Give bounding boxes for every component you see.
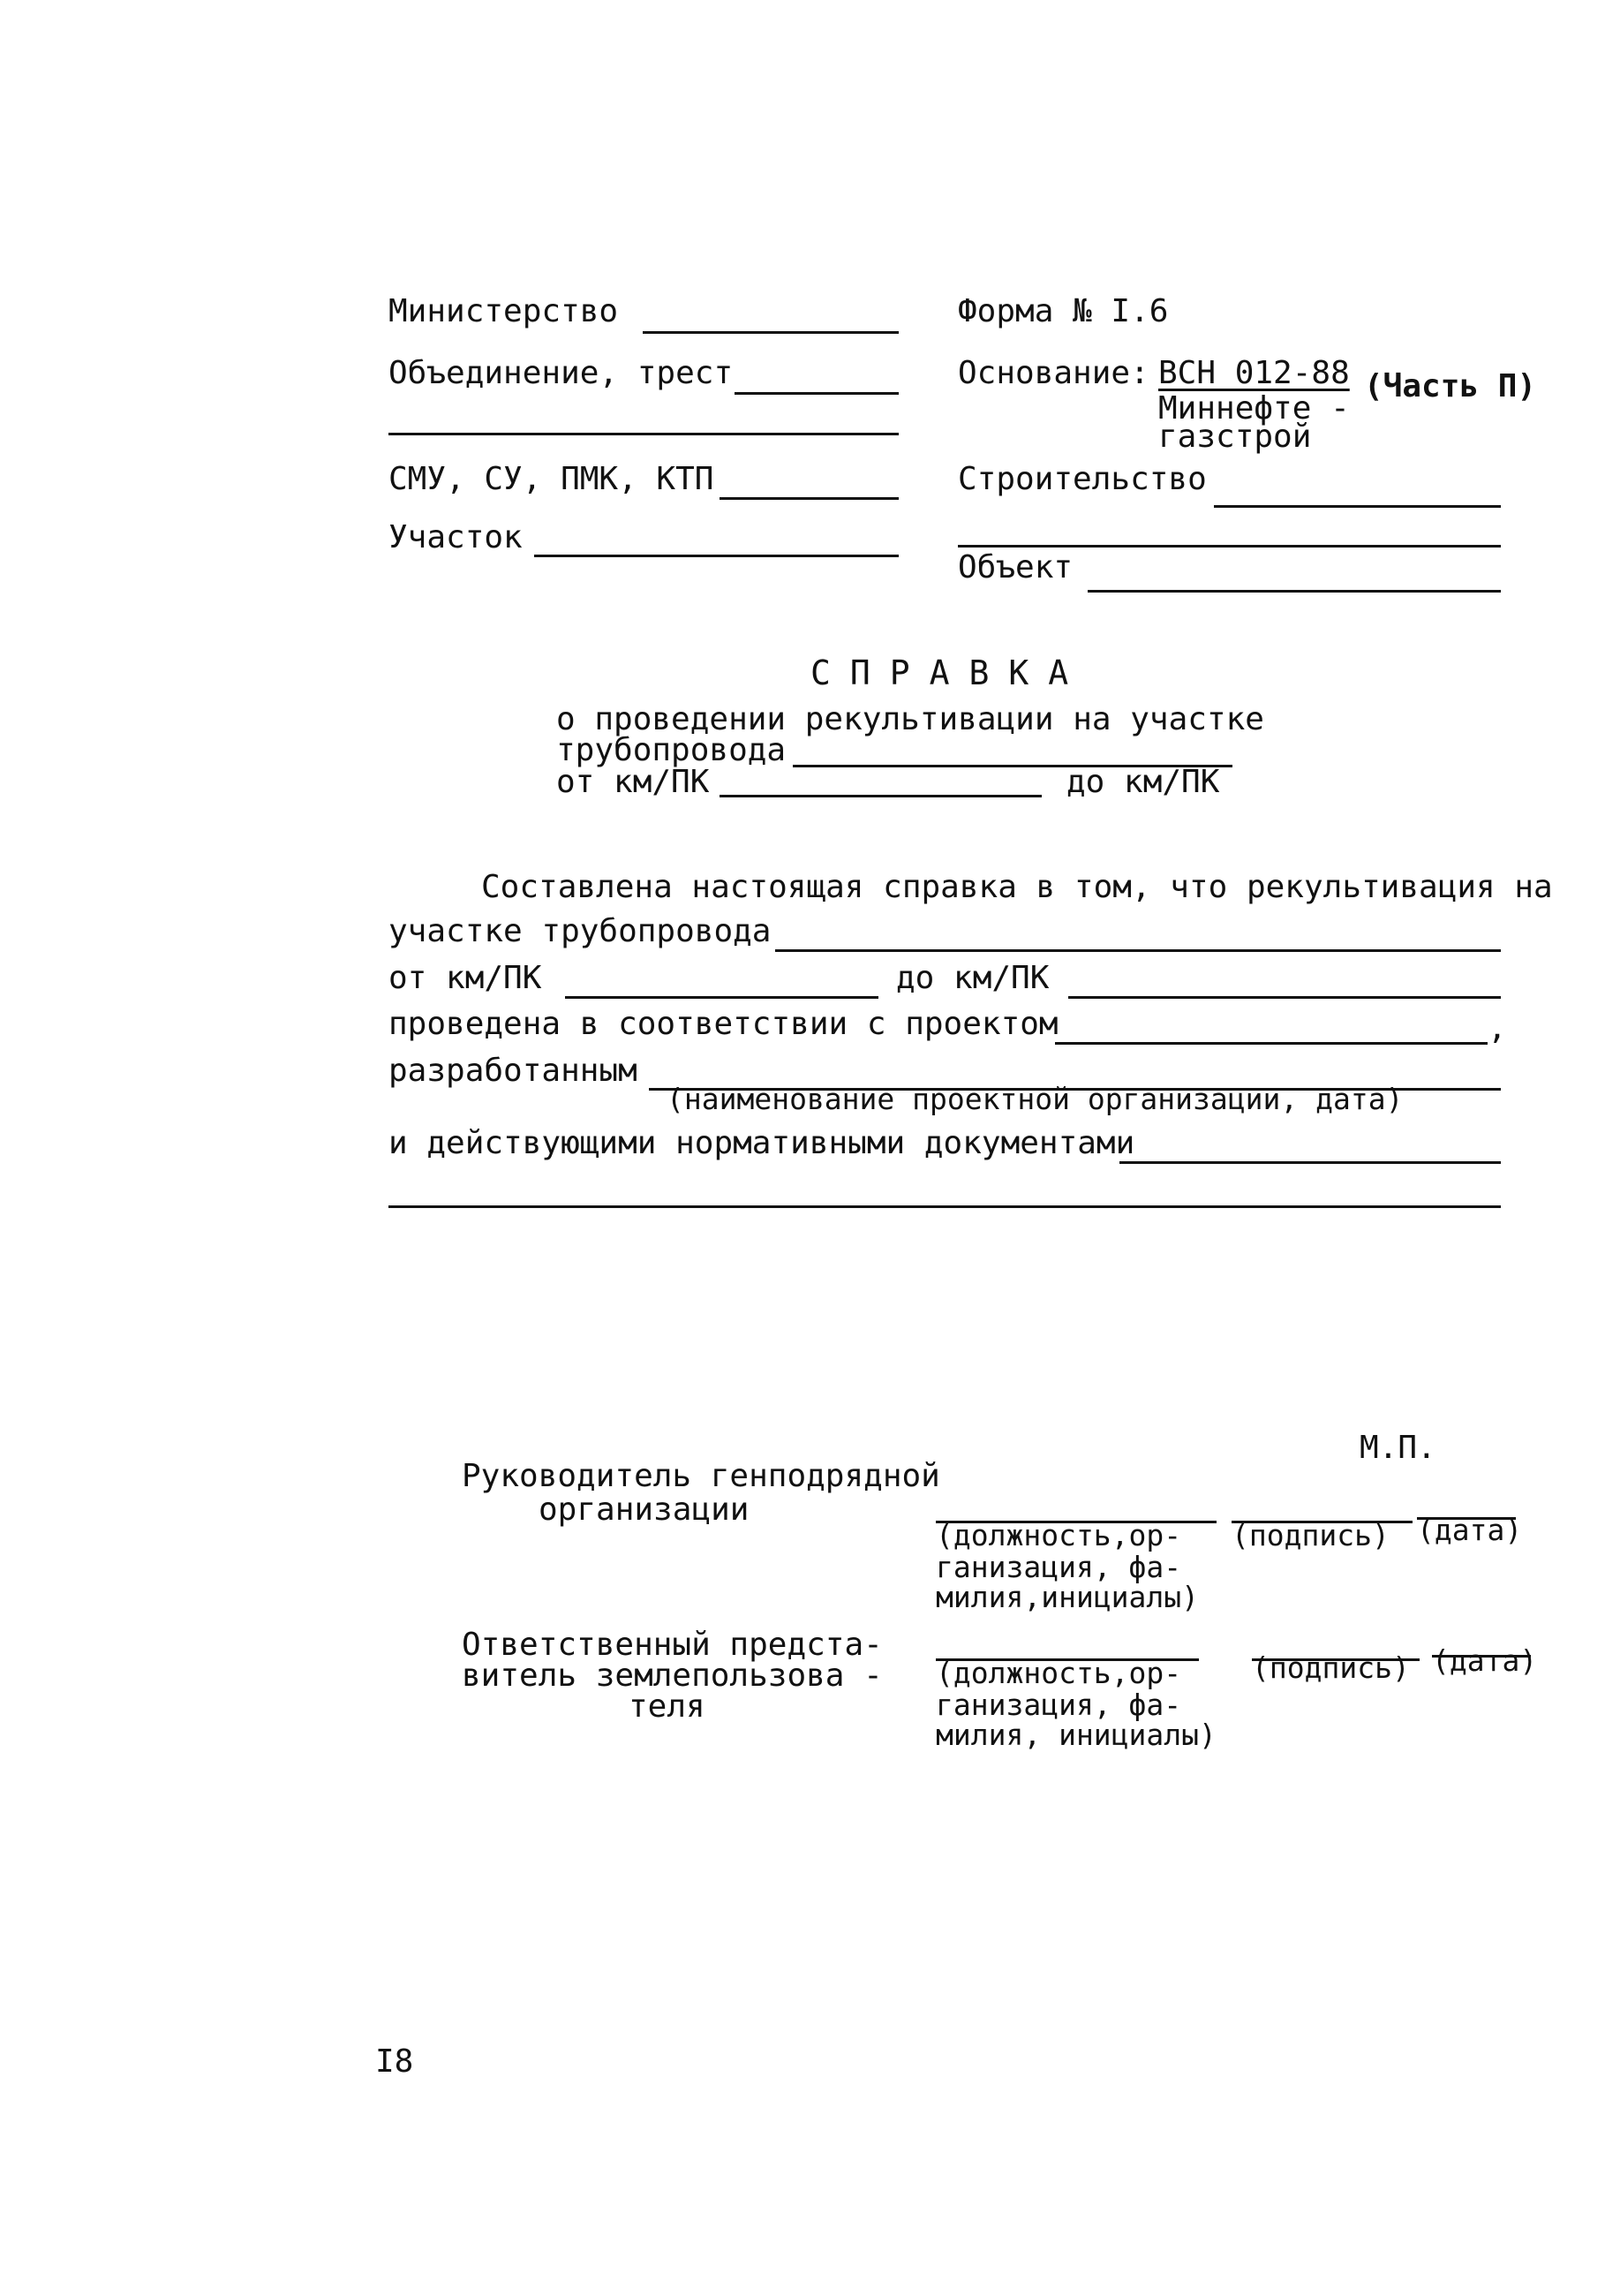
developer-caption: (наименование проектной организации, дата): [667, 1082, 1404, 1116]
signature-caption: (подпись): [1232, 1518, 1390, 1552]
date2-caption: (дата): [1432, 1643, 1538, 1678]
document-title: СПРАВКА: [810, 653, 1089, 692]
signature2-caption: (подпись): [1252, 1650, 1410, 1685]
object-label: Объект: [958, 549, 1074, 585]
normative-docs-field[interactable]: [1119, 1161, 1501, 1164]
form-number: Форма № I.6: [958, 293, 1169, 329]
contractor-head-line2: организации: [539, 1492, 750, 1528]
title-subject-line1: о проведении рекультивации на участке: [556, 701, 1264, 737]
project-field[interactable]: [1055, 1042, 1488, 1045]
developed-by-label: разработанным: [388, 1053, 637, 1089]
land-user-rep-line3: теля: [629, 1688, 705, 1725]
section-label: Участок: [388, 519, 523, 555]
construction-field-line2[interactable]: [958, 545, 1501, 548]
association-field[interactable]: [735, 392, 899, 395]
title-to-label: до км/ПК: [1066, 764, 1220, 800]
title-from-label: от км/ПК: [556, 764, 710, 800]
position2-caption-line2: ганизация, фа-: [936, 1688, 1182, 1722]
position-caption-line2: ганизация, фа-: [936, 1550, 1182, 1584]
body-from-label: от км/ПК: [388, 960, 542, 996]
basis-organization-line2: газстрой: [1158, 419, 1312, 455]
association-label: Объединение, трест: [388, 355, 734, 391]
normative-docs-label: и действующими нормативными документами: [388, 1125, 1135, 1161]
body-paragraph-line1: Составлена настоящая справка в том, что рекультивация на: [481, 869, 1553, 905]
section-field[interactable]: [534, 555, 899, 557]
basis-part: (Часть П): [1364, 368, 1537, 404]
basis-document: ВСН 012-88: [1158, 355, 1350, 391]
project-comma: ,: [1488, 1010, 1507, 1046]
contractor-head-line1: Руководитель генподрядной: [462, 1458, 940, 1494]
construction-field[interactable]: [1214, 505, 1501, 508]
title-from-field[interactable]: [720, 795, 1042, 797]
position2-caption-line1: (должность,ор-: [936, 1656, 1182, 1690]
project-label: проведена в соответствии с проектом: [388, 1006, 1059, 1042]
association-field-line2[interactable]: [388, 433, 899, 435]
units-field[interactable]: [720, 497, 899, 500]
body-to-label: до км/ПК: [896, 960, 1050, 996]
position2-caption-line3: милия, инициалы): [936, 1718, 1217, 1752]
title-subject-line2: трубопровода: [556, 732, 787, 768]
construction-label: Строительство: [958, 461, 1207, 497]
ministry-field[interactable]: [643, 331, 899, 334]
ministry-label: Министерство: [388, 293, 619, 329]
basis-organization-line1: Миннефте -: [1158, 390, 1350, 427]
pipeline-section-field[interactable]: [775, 949, 1501, 952]
date-caption: (дата): [1417, 1513, 1523, 1547]
position-caption-line3: милия,инициалы): [936, 1580, 1200, 1614]
body-from-field[interactable]: [565, 996, 878, 999]
pipeline-section-label: участке трубопровода: [388, 913, 772, 949]
units-label: СМУ, СУ, ПМК, КТП: [388, 461, 714, 497]
page-number: I8: [375, 2043, 414, 2080]
land-user-rep-line1: Ответственный предста-: [462, 1627, 883, 1663]
body-to-field[interactable]: [1068, 996, 1501, 999]
normative-docs-field-line2[interactable]: [388, 1205, 1501, 1208]
position-caption-line1: (должность,ор-: [936, 1518, 1182, 1552]
land-user-rep-line2: витель землепользова -: [462, 1658, 883, 1694]
stamp-placeholder: М.П.: [1360, 1430, 1436, 1466]
basis-label: Основание:: [958, 355, 1149, 391]
object-field[interactable]: [1088, 590, 1501, 593]
